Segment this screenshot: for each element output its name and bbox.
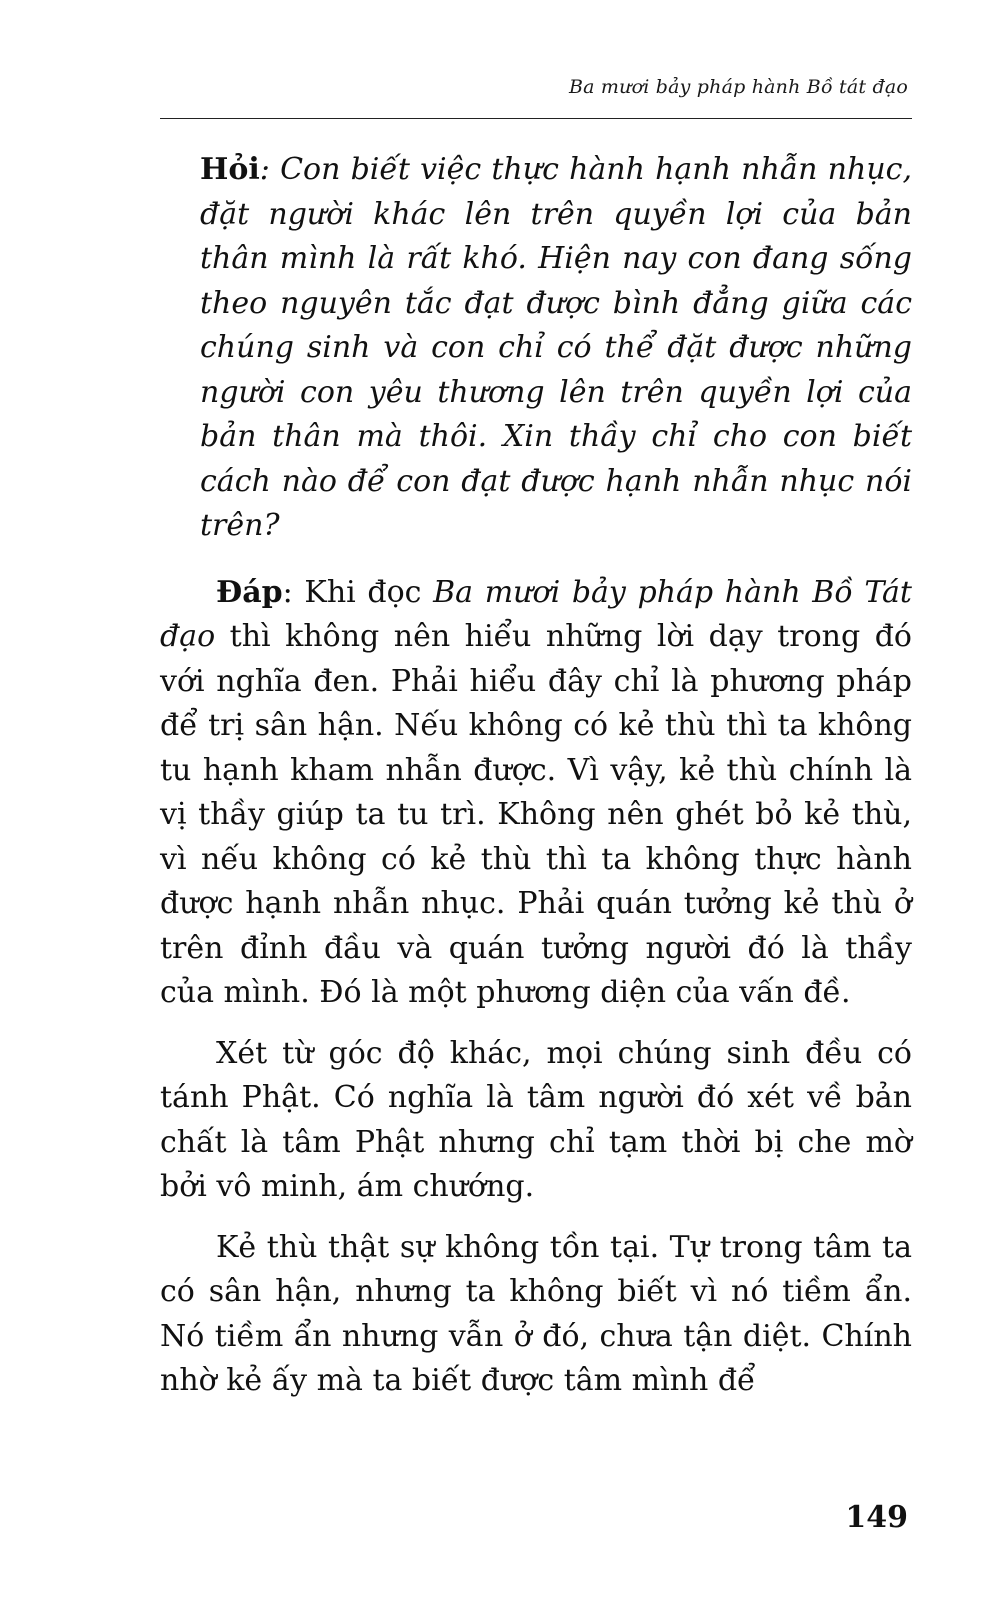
page-number: 149 <box>845 1500 908 1535</box>
body-paragraph: Xét từ góc độ khác, mọi chúng sinh đều có tánh Phật. Có nghĩa là tâm người đó xét về bản chất là tâm Phật nhưng chỉ tạm thời bị che mờ bởi vô minh, ám chướng. <box>160 1035 912 1204</box>
book-title: Ba mươi bảy pháp hành Bồ Tát đạo <box>160 574 912 654</box>
question-text: Con biết việc thực hành hạnh nhẫn nhục, đặt người khác lên trên quyền lợi của bản thân mình là rất khó. Hiện nay con đang sống theo nguyên tắc đạt được bình đẳng giữa các chúng sinh và con chỉ có thể đặt được những người con yêu thương lên trên quyền lợi của bản thân mà thôi. Xin thầy chỉ cho con biết cách nào để con đạt được hạnh nhẫn nhục nói trên? <box>200 152 912 543</box>
answer-text-intro: Khi đọc <box>304 574 434 610</box>
page-body <box>160 148 912 1404</box>
answer-text: thì không nên hiểu những lời dạy trong đó với nghĩa đen. Phải hiểu đây chỉ là phương pháp để trị sân hận. Nếu không có kẻ thù thì ta không tu hạnh kham nhẫn được. Vì vậy, kẻ thù chính là vị thầy giúp ta tu trì. Không nên ghét bỏ kẻ thù, vì nếu không có kẻ thù thì ta không thực hành được hạnh nhẫn nhục. Phải quán tưởng kẻ thù ở trên đỉnh đầu và quán tưởng người đó là thầy của mình. Đó là một phương diện của vấn đề. <box>160 619 912 1010</box>
header-divider <box>160 118 912 119</box>
answer-label: Đáp <box>216 574 283 610</box>
body-paragraph: Kẻ thù thật sự không tồn tại. Tự trong tâm ta có sân hận, nhưng ta không biết vì nó tiềm ẩn. Nó tiềm ẩn nhưng vẫn ở đó, chưa tận diệt. Chính nhờ kẻ ấy mà ta biết được tâm mình để <box>160 1229 912 1398</box>
answer-separator: : <box>282 574 305 610</box>
running-header: Ba mươi bảy pháp hành Bồ tát đạo <box>568 76 908 98</box>
question-label: Hỏi <box>200 152 260 187</box>
question-separator: : <box>259 152 281 187</box>
question-paragraph <box>200 148 912 549</box>
answer-paragraph <box>160 571 912 1016</box>
